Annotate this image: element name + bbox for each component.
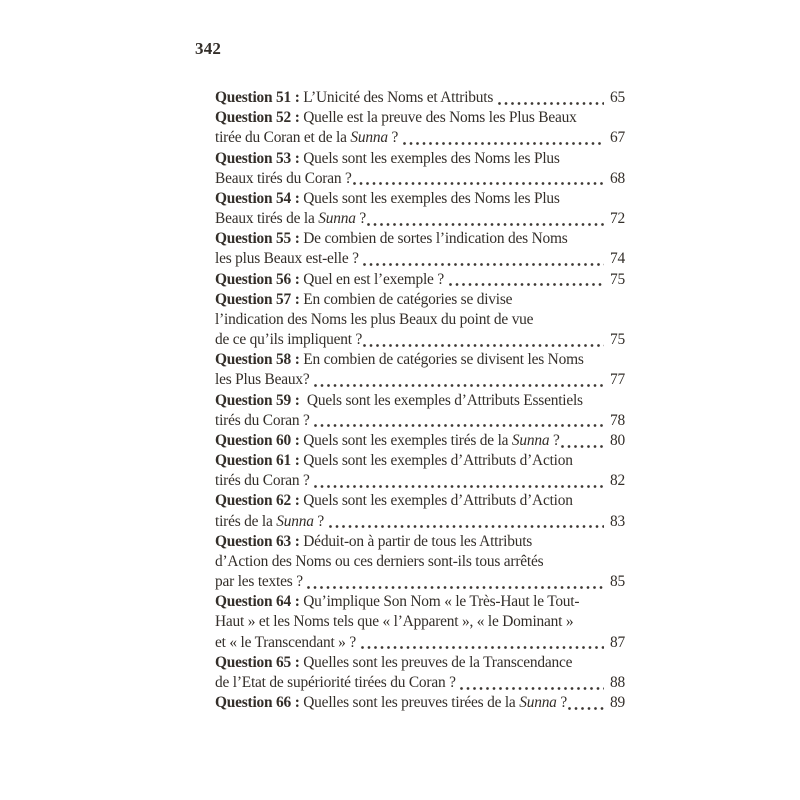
toc-entry bbox=[215, 391, 625, 431]
toc-line bbox=[215, 512, 625, 532]
toc-page-ref: 67 bbox=[610, 129, 625, 147]
toc-line bbox=[215, 270, 625, 290]
toc-line bbox=[215, 431, 625, 451]
toc-line-text: et « le Transcendant » ? bbox=[215, 633, 360, 651]
toc-line-text: de l’Etat de supériorité tirées du Coran ? bbox=[215, 673, 460, 691]
toc-line-text: tirés de la Sunna ? bbox=[215, 512, 328, 530]
toc-page-ref: 89 bbox=[610, 694, 625, 712]
toc-entry bbox=[215, 592, 625, 653]
toc-line bbox=[215, 391, 625, 411]
toc-line-text: de ce qu’ils impliquent ? bbox=[215, 331, 363, 349]
toc-page-ref: 72 bbox=[610, 210, 625, 228]
toc-line-text: Question 56 : Quel en est l’exemple ? bbox=[215, 270, 448, 288]
toc-page-ref: 85 bbox=[610, 573, 625, 591]
dot-leader bbox=[360, 633, 608, 653]
toc-line bbox=[215, 88, 625, 108]
toc-entry bbox=[215, 431, 625, 451]
toc-page-ref: 75 bbox=[610, 331, 625, 349]
toc-entry bbox=[215, 350, 625, 390]
toc-entry bbox=[215, 653, 625, 693]
toc-line-text: par les textes ? bbox=[215, 573, 307, 591]
toc-line bbox=[215, 108, 625, 128]
toc-line-text: Beaux tirés du Coran ? bbox=[215, 169, 352, 187]
toc-line-text: Question 64 : Qu’implique Son Nom « le Très-Haut le Tout- bbox=[215, 593, 580, 611]
toc-page-ref: 74 bbox=[610, 250, 625, 268]
toc-line-text: Question 60 : Quels sont les exemples tirés de la Sunna ? bbox=[215, 431, 560, 449]
toc-line bbox=[215, 149, 625, 169]
page-number: 342 bbox=[195, 39, 222, 58]
toc-line-text: Question 55 : De combien de sortes l’indication des Noms bbox=[215, 230, 568, 248]
toc-line-text: les Plus Beaux? bbox=[215, 371, 314, 389]
toc-line bbox=[215, 310, 625, 330]
toc-line bbox=[215, 169, 625, 189]
toc-entry bbox=[215, 532, 625, 593]
dot-leader bbox=[352, 169, 608, 189]
toc-line bbox=[215, 532, 625, 552]
toc-line bbox=[215, 633, 625, 653]
dot-leader bbox=[306, 572, 608, 592]
toc-entry bbox=[215, 149, 625, 189]
toc-line bbox=[215, 451, 625, 471]
toc-page-ref: 78 bbox=[610, 411, 625, 429]
toc-line bbox=[215, 693, 625, 713]
toc-line bbox=[215, 411, 625, 431]
dot-leader bbox=[313, 411, 608, 431]
dot-leader bbox=[402, 128, 608, 148]
dot-leader bbox=[567, 693, 608, 713]
toc-line-text: tirés du Coran ? bbox=[215, 472, 314, 490]
toc-line bbox=[215, 471, 625, 491]
toc-line-text: Question 63 : Déduit-on à partir de tous les Attributs bbox=[215, 532, 533, 550]
toc-line bbox=[215, 370, 625, 390]
dot-leader bbox=[497, 88, 608, 108]
dot-leader bbox=[459, 673, 608, 693]
toc-page-ref: 82 bbox=[610, 472, 625, 490]
toc-line bbox=[215, 572, 625, 592]
toc-line-text: tirés du Coran ? bbox=[215, 411, 314, 429]
table-of-contents bbox=[215, 88, 625, 713]
toc-line-text: Question 52 : Quelle est la preuve des Noms les Plus Beaux bbox=[215, 109, 577, 127]
toc-entry bbox=[215, 451, 625, 491]
toc-line-text: les plus Beaux est-elle ? bbox=[215, 250, 363, 268]
toc-page-ref: 88 bbox=[610, 673, 625, 691]
dot-leader bbox=[362, 249, 608, 269]
toc-line-text: Question 62 : Quels sont les exemples d’Attributs d’Action bbox=[215, 492, 573, 510]
toc-line bbox=[215, 128, 625, 148]
toc-entry bbox=[215, 229, 625, 269]
toc-page-ref: 83 bbox=[610, 512, 625, 530]
toc-line-text: Question 54 : Quels sont les exemples des Noms les Plus bbox=[215, 189, 560, 207]
toc-line bbox=[215, 229, 625, 249]
dot-leader bbox=[560, 431, 608, 451]
toc-line-text: Question 51 : L’Unicité des Noms et Attributs bbox=[215, 89, 497, 106]
toc-page-ref: 75 bbox=[610, 270, 625, 288]
toc-page-ref: 87 bbox=[610, 633, 625, 651]
toc-line bbox=[215, 552, 625, 572]
toc-entry bbox=[215, 108, 625, 148]
toc-line bbox=[215, 491, 625, 511]
toc-line bbox=[215, 330, 625, 350]
toc-line-text: d’Action des Noms ou ces derniers sont-ils tous arrêtés bbox=[215, 552, 544, 570]
toc-line bbox=[215, 592, 625, 612]
toc-line bbox=[215, 653, 625, 673]
toc-entry bbox=[215, 88, 625, 108]
toc-line-text: tirée du Coran et de la Sunna ? bbox=[215, 129, 402, 147]
toc-line-text: Haut » et les Noms tels que « l’Apparent », « le Dominant » bbox=[215, 613, 574, 631]
dot-leader bbox=[362, 330, 608, 350]
toc-line-text: Question 59 : Quels sont les exemples d’Attributs Essentiels bbox=[215, 391, 583, 409]
toc-entry bbox=[215, 491, 625, 531]
toc-line-text: Question 66 : Quelles sont les preuves tirées de la Sunna ? bbox=[215, 694, 567, 712]
toc-line-text: Question 58 : En combien de catégories se divisent les Noms bbox=[215, 351, 584, 369]
toc-entry bbox=[215, 290, 625, 351]
toc-line bbox=[215, 612, 625, 632]
toc-page-ref: 80 bbox=[610, 431, 625, 449]
toc-line bbox=[215, 673, 625, 693]
toc-entry bbox=[215, 189, 625, 229]
toc-page-ref: 68 bbox=[610, 169, 625, 187]
toc-line-text: Question 65 : Quelles sont les preuves de la Transcendance bbox=[215, 653, 573, 671]
toc-line-text: Question 53 : Quels sont les exemples des Noms les Plus bbox=[215, 149, 560, 167]
toc-line bbox=[215, 290, 625, 310]
toc-page-ref: 77 bbox=[610, 371, 625, 389]
dot-leader bbox=[328, 512, 608, 532]
toc-line-text: Beaux tirés de la Sunna ? bbox=[215, 210, 367, 228]
toc-line-text: l’indication des Noms les plus Beaux du point de vue bbox=[215, 310, 534, 328]
dot-leader bbox=[313, 370, 608, 390]
toc-line bbox=[215, 350, 625, 370]
toc-entry bbox=[215, 270, 625, 290]
toc-line bbox=[215, 189, 625, 209]
toc-page-ref: 65 bbox=[610, 89, 625, 106]
dot-leader bbox=[448, 270, 608, 290]
dot-leader bbox=[366, 209, 608, 229]
toc-line bbox=[215, 249, 625, 269]
dot-leader bbox=[313, 471, 608, 491]
toc-line-text: Question 57 : En combien de catégories se divise bbox=[215, 290, 513, 308]
toc-line-text: Question 61 : Quels sont les exemples d’Attributs d’Action bbox=[215, 452, 573, 470]
toc-entry bbox=[215, 693, 625, 713]
toc-line bbox=[215, 209, 625, 229]
